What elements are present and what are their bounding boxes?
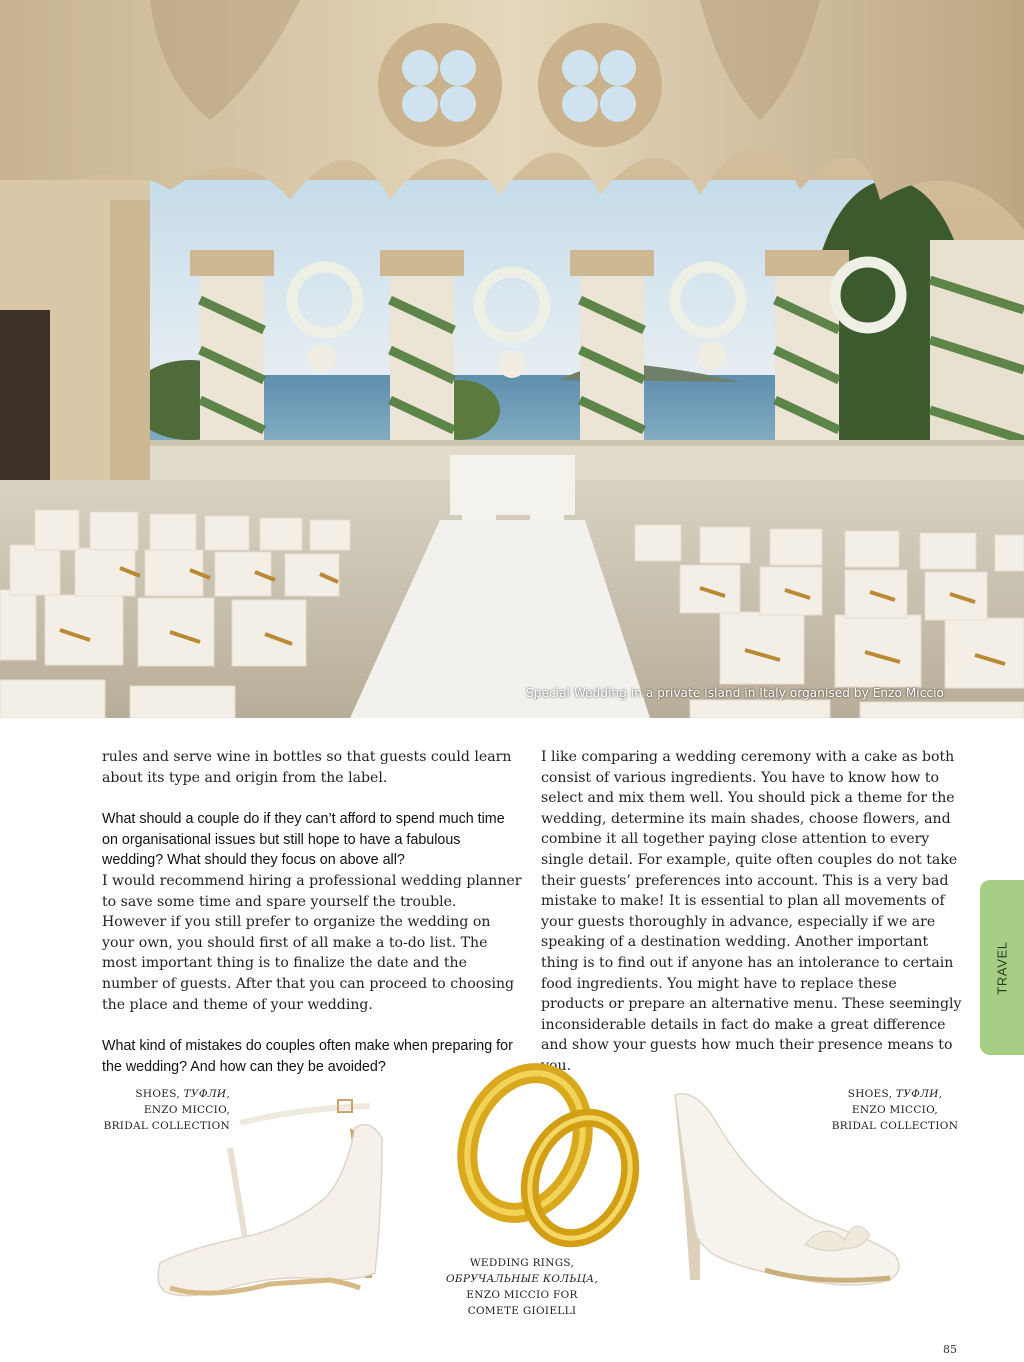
quatrefoil-window-right [538, 23, 662, 147]
caption-shoes-left: SHOES, ТУФЛИ, ENZO MICCIO, BRIDAL COLLECTION [103, 1088, 230, 1132]
article-intro-paragraph: rules and serve wine in bottles so that guests could learn about its type and origin from the label. [102, 749, 512, 786]
quatrefoil-window-left [378, 23, 502, 147]
interview-question-1: What should a couple do if they can’t afford to spend much time on organisational issues but still hope to have a fabulous wedding? What should they focus on above all? [102, 811, 505, 869]
wedding-rings-image [445, 1063, 645, 1253]
caption-shoes-right: SHOES, ТУФЛИ, ENZO MICCIO, BRIDAL COLLECTION [831, 1088, 959, 1132]
interview-answer-2: I like comparing a wedding ceremony with a cake as both consist of various ingredients. You have to know how to select and mix them well. You should pick a theme for the wedding, determine its main shades, choose flowers, and combine it all together paying close attention to every single detail. For example, quite often couples do not take their guests’ preferences into account. This is a very bad mistake to make! It is essential to plan all movements of your guests thoroughly in advance, especially if we are speaking of a destination wedding. Another important thing is to find out if anyone has an intolerance to certain food ingredients. You might have to replace these products or prepare an alternative menu. These seemingly inconsiderable details in fact do make a great difference and show your guests how much their presence means to you. [541, 749, 962, 1074]
hero-caption: Special Wedding in a private island in Italy organised by Enzo Miccio [526, 686, 944, 700]
interview-answer-1: I would recommend hiring a professional wedding planner to save some time and spare yourself the trouble. However if you still prefer to organize the wedding on your own, you should first of all make a to-do list. The most important thing is to finalize the date and the number of guests. After that you can proceed to choosing the place and theme of your wedding. [102, 872, 522, 1013]
article-left-column [102, 747, 522, 1077]
page-number: 85 [943, 1343, 957, 1356]
interview-question-2: What kind of mistakes do couples often make when preparing for the wedding? And how can they be avoided? [102, 1038, 513, 1075]
section-tab-label: TRAVEL [994, 940, 1010, 995]
section-tab-travel [980, 880, 1024, 1055]
caption-wedding-rings: WEDDING RINGS, ОБРУЧАЛЬНЫЕ КОЛЬЦА, ENZO MICCIO FOR COMETE GIOIELLI [445, 1257, 599, 1317]
article-right-column [541, 747, 962, 1077]
